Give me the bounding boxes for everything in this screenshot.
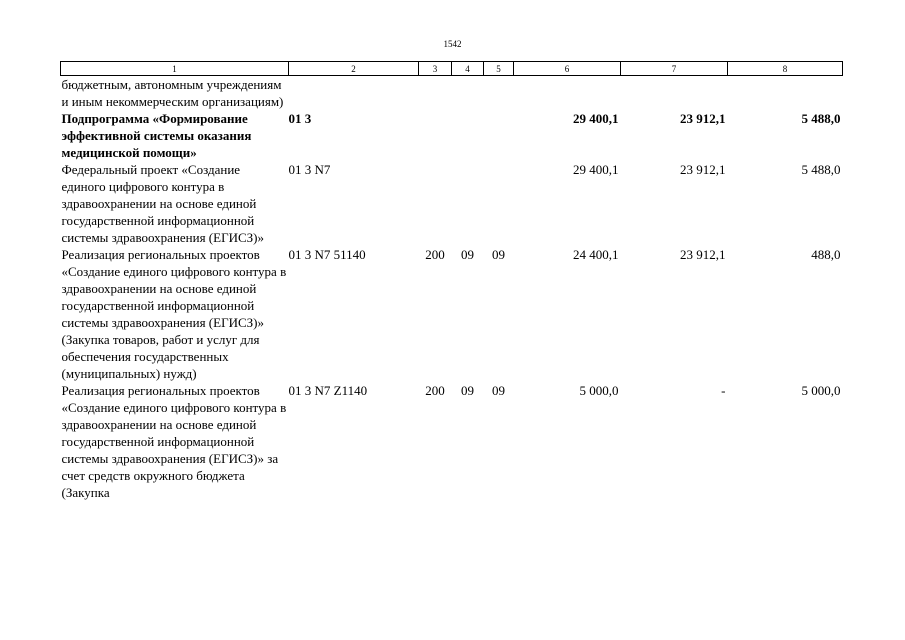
row-total-amount: 24 400,1 [573,247,619,262]
budget-table [60,61,843,501]
row-subsection [484,76,514,111]
column-header-8: 8 [728,62,843,76]
row-section [452,76,484,111]
row-regional-amount: 5 488,0 [801,111,841,126]
row-target-article: 01 3 N7 51140 [288,247,366,262]
column-header-6: 6 [514,62,621,76]
row-subsection: 09 [492,383,505,398]
row-name: бюджетным, автономным учреждениям и иным некоммерческим организациям) [61,77,284,109]
row-expense-type [419,76,452,111]
column-header-7: 7 [621,62,728,76]
row-total-amount: 29 400,1 [573,162,619,177]
row-federal-amount: 23 912,1 [680,162,726,177]
row-federal-amount: 23 912,1 [680,247,726,262]
table-row [61,76,843,111]
row-regional-amount: 5 488,0 [801,162,841,177]
row-total-amount: 5 000,0 [579,383,619,398]
row-target-article [289,76,419,111]
row-total-amount [514,76,621,111]
row-section: 09 [461,383,474,398]
column-header-4: 4 [452,62,484,76]
row-expense-type: 200 [425,383,445,398]
column-header-1: 1 [61,62,289,76]
column-header-2: 2 [289,62,419,76]
row-name: Реализация региональных проектов «Создание единого цифрового контура в здравоохранении на основе единой государственной информационной системы здравоохранения (ЕГИСЗ)» за счет средств окружного бюджета (Закупка [61,383,287,500]
table-row [61,110,843,161]
table-header-row [61,62,843,76]
row-subsection [484,161,514,246]
column-header-5: 5 [484,62,514,76]
row-federal-amount [621,76,728,111]
row-section [452,161,484,246]
row-regional-amount: 488,0 [811,247,841,262]
table-row [61,246,843,382]
row-federal-amount: 23 912,1 [680,111,726,126]
table-row [61,161,843,246]
page-number: 1542 [443,39,462,49]
row-name: Федеральный проект «Создание единого цифрового контура в здравоохранении на основе единой государственной информационной системы здравоохранения (ЕГИСЗ)» [61,162,264,245]
row-section: 09 [461,247,474,262]
row-federal-amount: - [721,383,726,398]
row-subsection [484,110,514,161]
row-target-article: 01 3 N7 Z1140 [288,383,368,398]
row-regional-amount: 5 000,0 [801,383,841,398]
row-name: Реализация региональных проектов «Создание единого цифрового контура в здравоохранении на основе единой государственной информационной системы здравоохранения (ЕГИСЗ)» (Закупка товаров, работ и услуг для обеспечения государственных (муниципальных) нужд) [61,247,287,381]
row-target-article: 01 3 [288,111,312,126]
row-regional-amount [728,76,843,111]
column-header-3: 3 [419,62,452,76]
row-expense-type: 200 [425,247,445,262]
row-total-amount: 29 400,1 [573,111,619,126]
row-target-article: 01 3 N7 [288,162,331,177]
row-subsection: 09 [492,247,505,262]
row-section [452,110,484,161]
row-name: Подпрограмма «Формирование эффективной системы оказания медицинской помощи» [61,111,252,160]
table-body [61,76,843,502]
table-row [61,382,843,501]
row-expense-type [419,161,452,246]
row-expense-type [419,110,452,161]
